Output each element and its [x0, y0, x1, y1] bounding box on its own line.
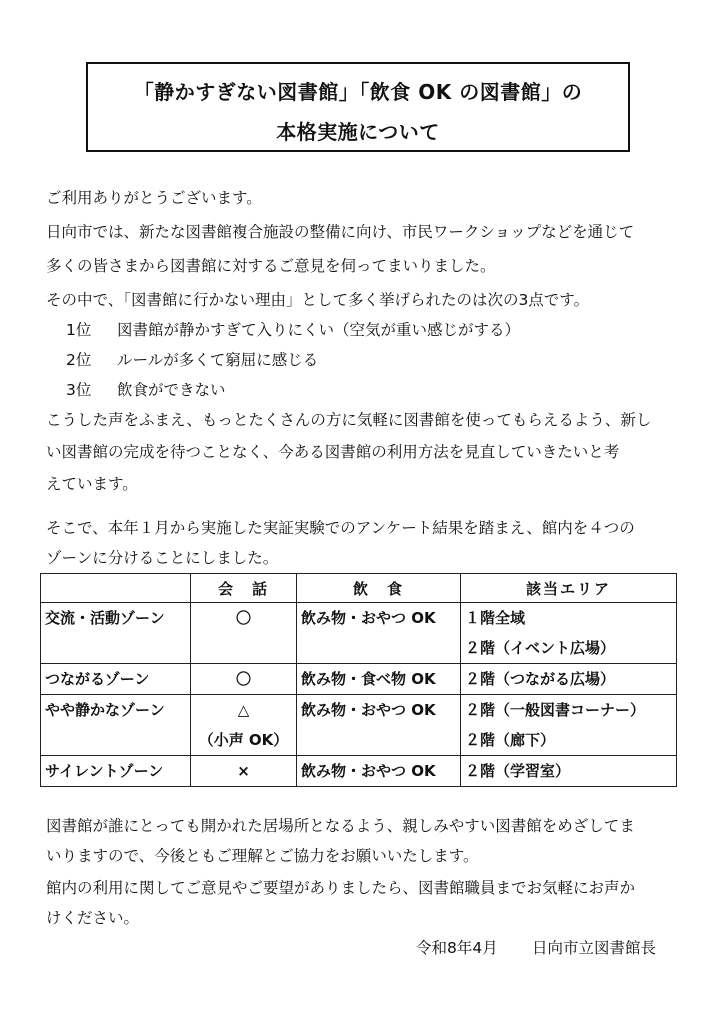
food-rule: 飲み物・食べ物 OK [301, 670, 436, 688]
body-line: そこで、本年１月から実施した実証実験でのアンケート結果を踏まえ、館内を４つの [46, 519, 635, 537]
body-line: い図書館の完成を待つことなく、今ある図書館の利用方法を見直していきたいと考 [46, 443, 620, 461]
zone-name: つながるゾーン [45, 670, 150, 688]
closing-line: いりますので、今後ともご理解とご協力をお願いいたします。 [46, 847, 479, 865]
table-row [41, 695, 677, 756]
header-zone [41, 574, 191, 603]
table-row [41, 756, 677, 787]
area-item: １階全域 [465, 609, 526, 627]
signature-date: 令和8年4月 [416, 939, 498, 957]
conversation-mark: △ [237, 701, 250, 719]
closing-line: 図書館が誰にとっても開かれた居場所となるよう、親しみやすい図書館をめざしてま [46, 817, 635, 835]
header-conversation: 会 話 [191, 574, 297, 603]
area-item: ２階（つながる広場） [465, 670, 616, 688]
table-row [41, 664, 677, 695]
table-row [41, 603, 677, 664]
intro-line: 多くの皆さまから図書館に対するご意見を伺ってまいりました。 [46, 257, 496, 275]
closing-line: けください。 [46, 909, 140, 927]
intro-line: その中で、「図書館に行かない理由」として多く挙げられたのは次の3点です。 [46, 291, 590, 309]
header-area: 該当エリア [461, 574, 677, 603]
area-item: ２階（一般図書コーナー） [465, 701, 646, 719]
zone-table [40, 573, 677, 787]
body-line: ゾーンに分けることにしました。 [46, 549, 279, 567]
signature-issuer: 日向市立図書館長 [532, 939, 657, 957]
title-box [86, 62, 630, 152]
area-item: ２階（廊下） [465, 731, 556, 749]
conversation-mark: × [237, 762, 250, 780]
intro-line: ご利用ありがとうございます。 [46, 189, 262, 207]
title-line-1: 「静かすぎない図書館」「飲食 OK の図書館」の [133, 80, 583, 104]
rank-number: 1位 [66, 321, 92, 339]
title-line-2: 本格実施について [276, 120, 440, 144]
closing-line: 館内の利用に関してご意見やご要望がありましたら、図書館職員までお気軽にお声か [46, 879, 636, 897]
zone-name: やや静かなゾーン [45, 701, 165, 719]
body-line: えています。 [46, 475, 138, 493]
rank-number: 3位 [66, 381, 92, 399]
area-item: ２階（学習室） [465, 762, 571, 780]
rank-number: 2位 [66, 351, 92, 369]
food-rule: 飲み物・おやつ OK [301, 609, 436, 627]
body-line: こうした声をふまえ、もっとたくさんの方に気軽に図書館を使ってもらえるよう、新し [46, 411, 652, 429]
food-rule: 飲み物・おやつ OK [301, 701, 436, 719]
header-food: 飲 食 [297, 574, 461, 603]
rank-reason: 図書館が静かすぎて入りにくい（空気が重い感じがする） [117, 321, 521, 339]
area-item: ２階（イベント広場） [465, 639, 616, 657]
rank-reason: 飲食ができない [117, 381, 226, 399]
table-header-row [41, 574, 677, 603]
rank-reason: ルールが多くて窮屈に感じる [117, 351, 319, 369]
zone-name: 交流・活動ゾーン [45, 609, 165, 627]
food-rule: 飲み物・おやつ OK [301, 762, 436, 780]
conversation-mark: 〇 [235, 670, 251, 688]
intro-line: 日向市では、新たな図書館複合施設の整備に向け、市民ワークショップなどを通じて [46, 223, 635, 241]
conversation-mark: 〇 [235, 609, 251, 627]
zone-name: サイレントゾーン [45, 762, 164, 780]
conversation-note: （小声 OK） [198, 731, 289, 749]
